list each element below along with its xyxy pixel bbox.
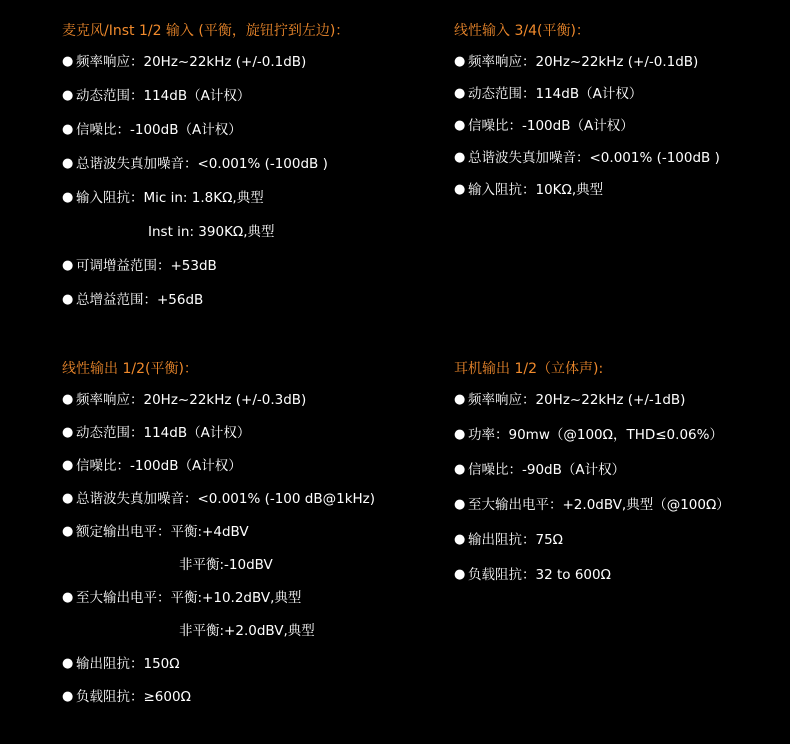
spec-row: ● 至大输出电平：平衡:+10.2dBV,典型 [62,590,302,606]
bullet-icon: ● [62,590,74,605]
spec-row: ● 负载阻抗：32 to 600Ω [454,567,611,583]
spec-row: ● 频率响应：20Hz~22kHz (+/-0.1dB) [454,54,699,70]
spec-row: ● 输出阻抗：150Ω [62,656,180,672]
bullet-icon: ● [62,656,74,671]
section-title: 耳机输出 1/2（立体声): [454,361,604,377]
section-line-input [454,22,720,199]
spec-row: ● 频率响应：20Hz~22kHz (+/-0.1dB) [62,54,307,70]
spec-row: ● 总谐波失真加噪音：<0.001% (-100dB ) [454,150,720,166]
spec-row: ● 总谐波失真加噪音：<0.001% (-100dB ) [62,156,328,172]
bullet-icon: ● [62,190,74,205]
spec-row: ● 频率响应：20Hz~22kHz (+/-1dB) [454,392,686,408]
bullet-icon: ● [454,392,466,407]
section-title: 线性输出 1/2(平衡)： [62,361,198,377]
spec-row: ● 可调增益范围：+53dB [62,258,217,274]
spec-row: ● 功率：90mw（@100Ω，THD≤0.06%） [454,427,723,443]
spec-row-continuation: 非平衡:+2.0dBV,典型 [179,623,315,639]
spec-row: ● 动态范围：114dB（A计权） [454,86,643,102]
bullet-icon: ● [62,88,74,103]
spec-row: ● 频率响应：20Hz~22kHz (+/-0.3dB) [62,392,307,408]
spec-row-continuation: Inst in: 390KΩ,典型 [148,224,275,240]
bullet-icon: ● [62,122,74,137]
bullet-icon: ● [62,292,74,307]
section-title: 麦克风/Inst 1/2 输入 (平衡，旋钮拧到左边)： [62,23,350,39]
spec-row: ● 输出阻抗：75Ω [454,532,563,548]
spec-row: ● 信噪比：-90dB（A计权） [454,462,626,478]
section-mic-inst-input [62,22,349,309]
bullet-icon: ● [454,86,466,101]
spec-row: ● 信噪比：-100dB（A计权） [454,118,634,134]
spec-row-continuation: 非平衡:-10dBV [179,557,273,573]
spec-row: ● 动态范围：114dB（A计权） [62,88,251,104]
section-line-output [62,360,375,706]
bullet-icon: ● [62,491,74,506]
bullet-icon: ● [454,182,466,197]
spec-row: ● 信噪比：-100dB（A计权） [62,458,242,474]
spec-row: ● 额定输出电平：平衡:+4dBV [62,524,249,540]
bullet-icon: ● [454,567,466,582]
spec-row: ● 动态范围：114dB（A计权） [62,425,251,441]
bullet-icon: ● [62,458,74,473]
bullet-icon: ● [454,497,466,512]
spec-row: ● 输入阻抗：10KΩ,典型 [454,182,604,198]
section-title: 线性输入 3/4(平衡)： [454,23,590,39]
spec-row: ● 总谐波失真加噪音：<0.001% (-100 dB@1kHz) [62,491,376,507]
bullet-icon: ● [454,462,466,477]
bullet-icon: ● [62,392,74,407]
spec-row: ● 总增益范围：+56dB [62,292,204,308]
bullet-icon: ● [62,425,74,440]
bullet-icon: ● [62,689,74,704]
bullet-icon: ● [454,150,466,165]
bullet-icon: ● [454,54,466,69]
spec-row: ● 信噪比：-100dB（A计权） [62,122,242,138]
bullet-icon: ● [62,156,74,171]
section-headphone-output [454,360,730,584]
spec-row: ● 至大输出电平：+2.0dBV,典型（@100Ω） [454,497,730,513]
spec-row: ● 输入阻抗：Mic in: 1.8KΩ,典型 [62,190,264,206]
bullet-icon: ● [454,118,466,133]
bullet-icon: ● [454,532,466,547]
bullet-icon: ● [62,524,74,539]
bullet-icon: ● [454,427,466,442]
bullet-icon: ● [62,54,74,69]
spec-row: ● 负载阻抗：≥600Ω [62,689,191,705]
bullet-icon: ● [62,258,74,273]
